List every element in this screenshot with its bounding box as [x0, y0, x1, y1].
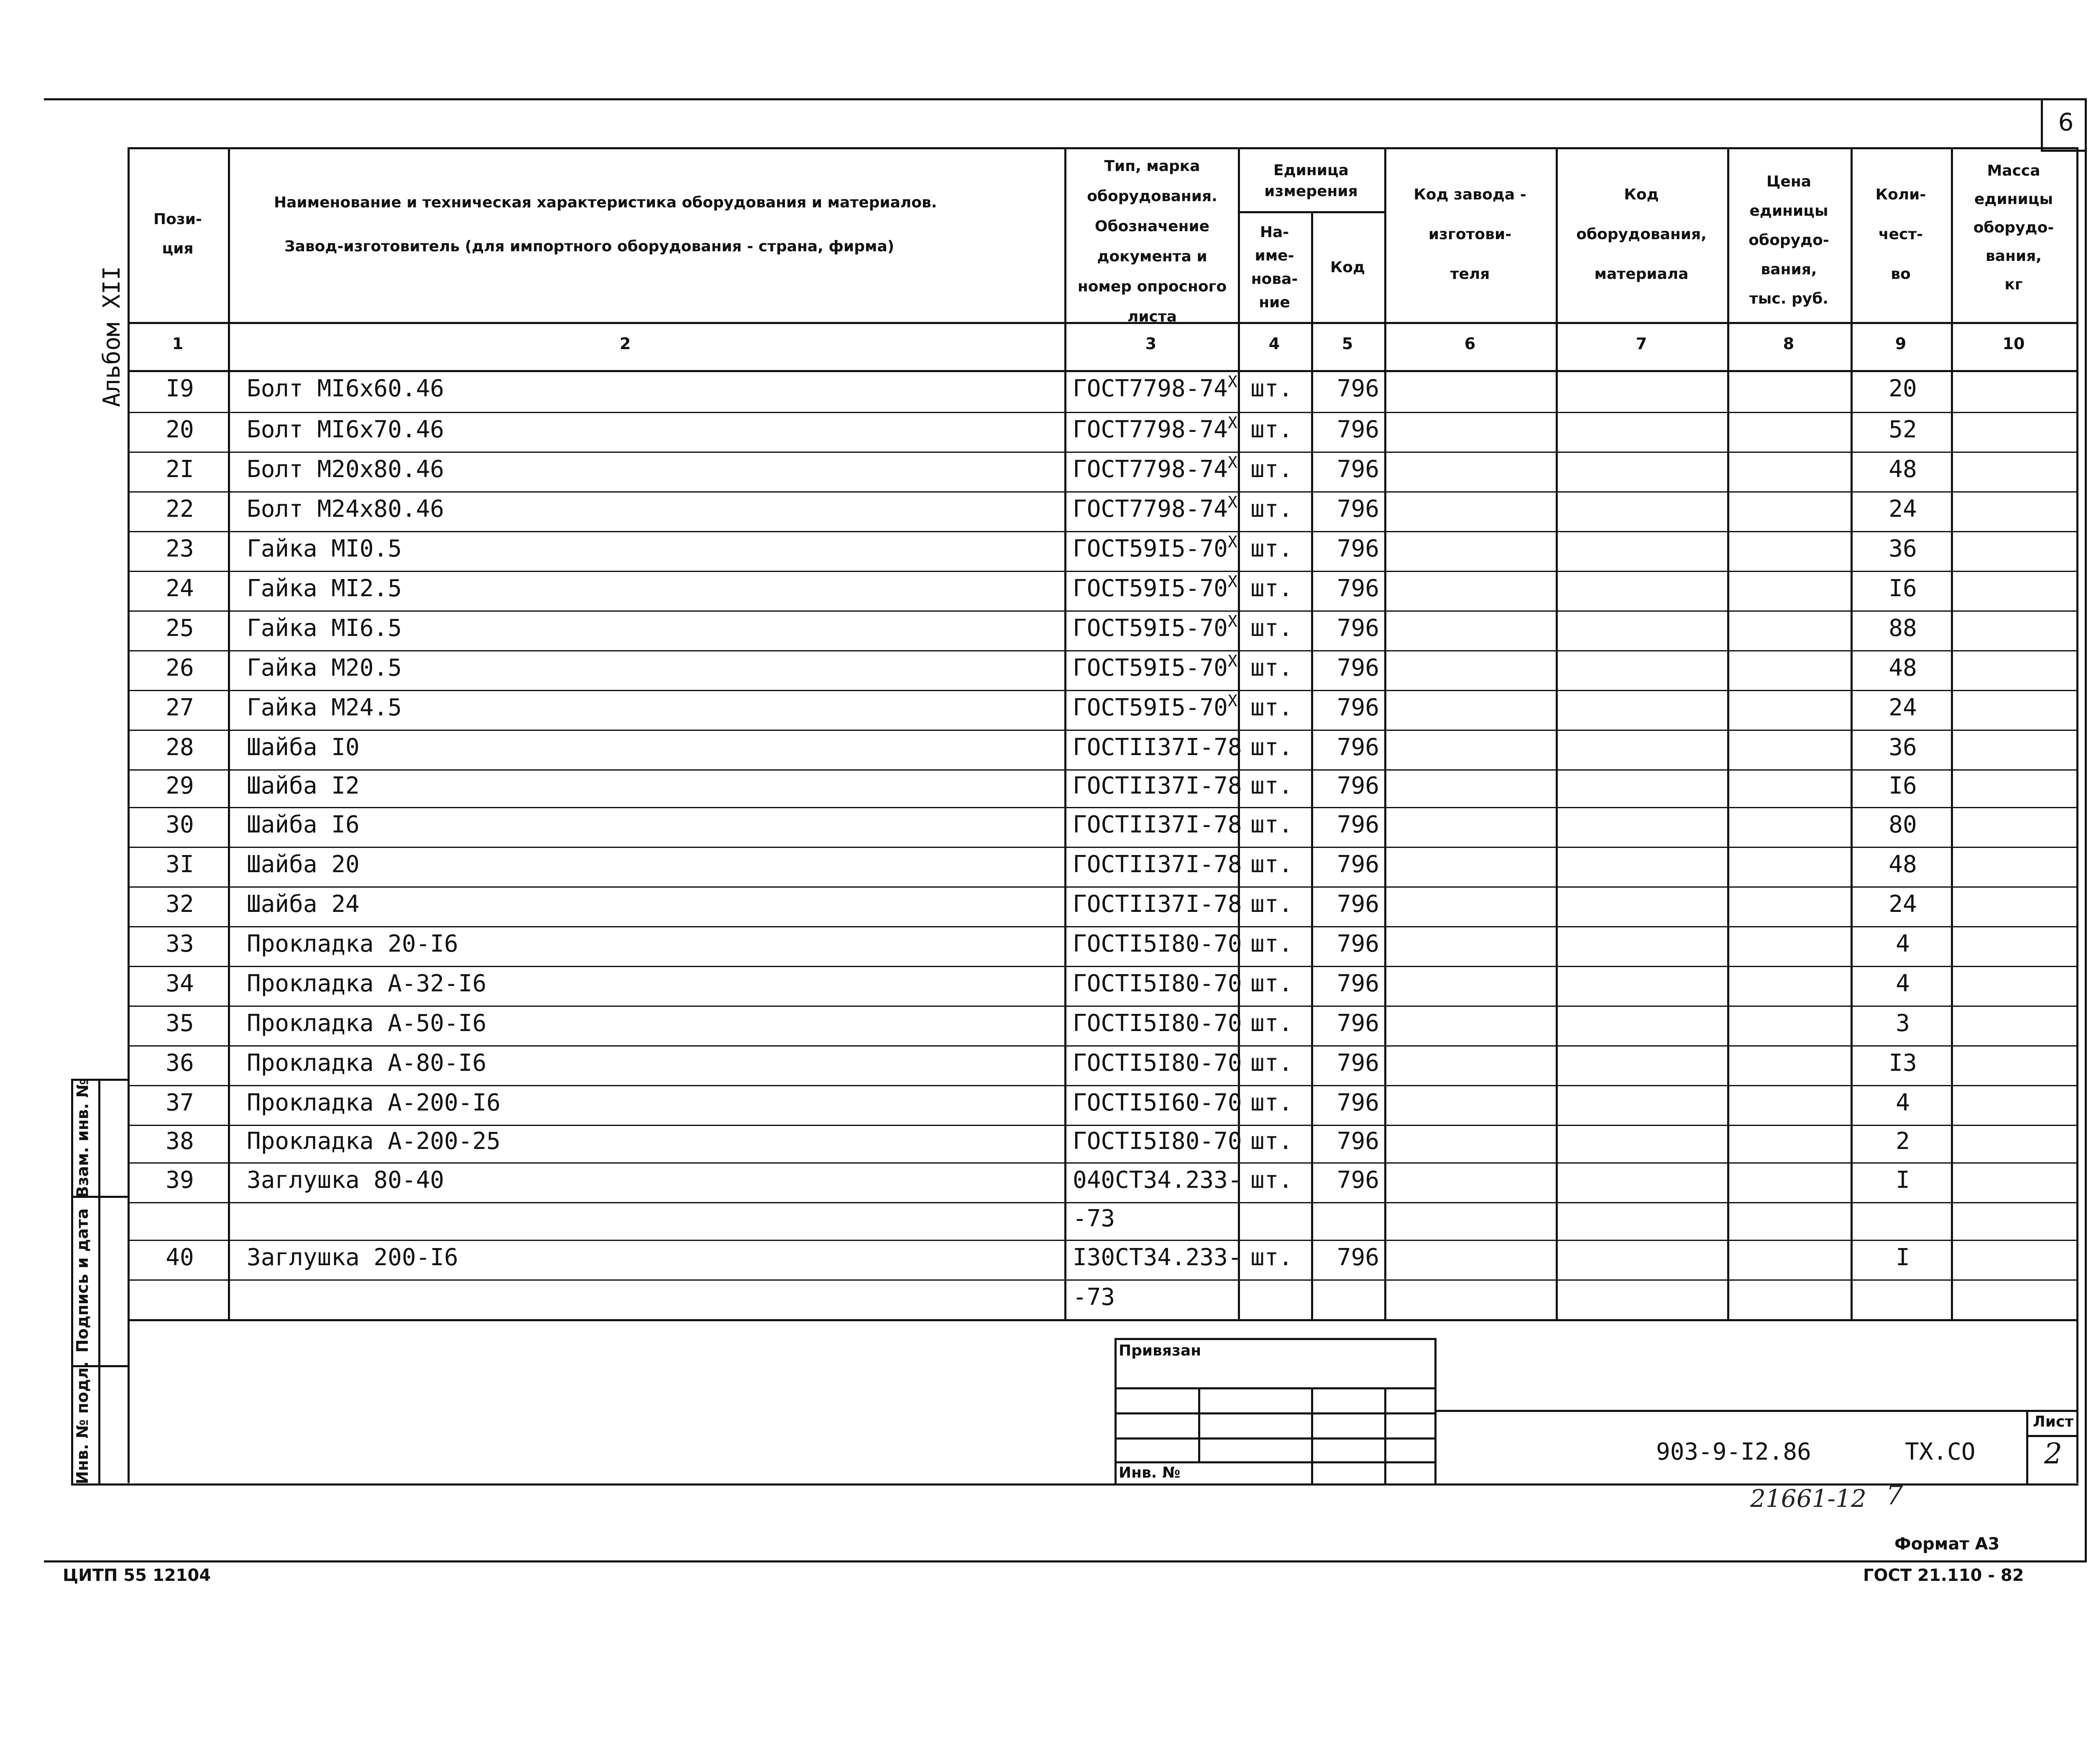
row-position: 35: [166, 1009, 194, 1037]
column-number-4: 4: [1268, 334, 1280, 353]
column-number-8: 8: [1783, 334, 1794, 353]
row-document-text: ГОСТI5I80-70: [1073, 970, 1242, 997]
row-quantity: I6: [1889, 772, 1917, 799]
row-unit: шт.: [1250, 890, 1293, 918]
row-position: 22: [166, 495, 194, 523]
row-unit-code: 796: [1337, 930, 1380, 957]
row-divider: [128, 966, 2078, 967]
row-document-text: ГОСТI5I80-70: [1073, 1128, 1242, 1155]
column-number-2: 2: [619, 334, 631, 353]
top-border-line: [44, 98, 2085, 100]
row-quantity: 2: [1896, 1128, 1910, 1155]
column-number-1: 1: [172, 334, 184, 353]
row-quantity: 48: [1889, 654, 1917, 682]
row-document: [1073, 772, 1242, 799]
row-document-text: ГОСТI5I80-70: [1073, 1009, 1242, 1037]
row-unit-code: 796: [1337, 495, 1380, 523]
row-item-name: Гайка M24.5: [247, 694, 402, 721]
row-document: [1073, 691, 1237, 721]
header-unit-name: На- име- нова- ние: [1251, 224, 1298, 311]
outer-frame-bottom: [44, 1560, 2087, 1562]
row-unit-code: 796: [1337, 416, 1380, 443]
header-name-line1: Наименование и техническая характеристика оборудования и материалов.: [274, 194, 937, 211]
header-unit-group: Единица измерения: [1264, 161, 1358, 200]
row-document-superscript: X: [1227, 612, 1237, 631]
title-sheet-divider: [2026, 1410, 2028, 1484]
row-position: 23: [166, 535, 194, 562]
row-item-name: Прокладка А-50-I6: [247, 1009, 487, 1037]
row-quantity: 24: [1889, 694, 1917, 721]
row-item-name: Прокладка А-32-I6: [247, 970, 487, 997]
row-quantity: 24: [1889, 495, 1917, 523]
row-document: [1073, 1049, 1242, 1077]
row-document: [1073, 651, 1237, 682]
header-unit-mass: Масса единицы оборудо- вания, кг: [1973, 162, 2054, 293]
row-quantity: I: [1896, 1243, 1910, 1271]
row-quantity: 4: [1896, 1089, 1910, 1116]
stamp-col-1: [1198, 1387, 1200, 1463]
row-item-name: Заглушка 200-I6: [247, 1243, 458, 1271]
row-divider: [128, 571, 2078, 572]
row-item-name: Шайба 24: [247, 890, 360, 918]
row-unit-code: 796: [1337, 1128, 1380, 1155]
row-unit-code: 796: [1337, 535, 1380, 562]
row-unit: шт.: [1250, 416, 1293, 443]
row-position: 40: [166, 1243, 194, 1271]
row-quantity: 36: [1889, 535, 1917, 562]
row-document-text: ГОСТ59I5-70: [1073, 694, 1228, 721]
row-unit: шт.: [1250, 535, 1293, 562]
row-divider: [128, 1240, 2078, 1241]
row-document: [1073, 413, 1237, 443]
row-document-text: ГОСТII37I-78: [1073, 733, 1242, 761]
row-position: 3I: [166, 850, 194, 878]
row-document-text: ГОСТ59I5-70: [1073, 654, 1228, 682]
row-position: 29: [166, 772, 194, 799]
row-divider: [128, 1006, 2078, 1007]
document-number: 903-9-I2.86: [1656, 1438, 1811, 1465]
colnum-bottom-line: [128, 370, 2078, 372]
sheet-number: 2: [2044, 1437, 2063, 1470]
row-unit-code: 796: [1337, 1089, 1380, 1116]
row-item-name: Гайка MI2.5: [247, 574, 402, 602]
archive-number: 21661-12: [1750, 1484, 1866, 1513]
row-document-text: ГОСТ59I5-70: [1073, 614, 1228, 642]
row-document: [1073, 1205, 1115, 1232]
page-number: 6: [2058, 108, 2074, 136]
row-position: I9: [166, 375, 194, 402]
row-unit: шт.: [1250, 1089, 1293, 1116]
row-document-text: ГОСТII37I-78: [1073, 811, 1242, 838]
row-quantity: I6: [1889, 574, 1917, 602]
header-type-doc: Тип, марка оборудования. Обозначение документа и номер опросного листа: [1077, 157, 1227, 325]
row-item-name: Гайка MI6.5: [247, 614, 402, 642]
row-document: [1073, 1167, 1242, 1194]
row-position: 37: [166, 1089, 194, 1116]
row-document: [1073, 970, 1242, 997]
row-item-name: Гайка MI0.5: [247, 535, 402, 562]
row-unit-code: 796: [1337, 970, 1380, 997]
archive-sheet: 7: [1886, 1480, 1903, 1511]
row-divider: [128, 531, 2078, 532]
row-document: [1073, 891, 1242, 918]
row-divider: [128, 452, 2078, 453]
row-unit-code: 796: [1337, 654, 1380, 682]
row-unit-code: 796: [1337, 375, 1380, 402]
row-document-superscript: X: [1227, 572, 1237, 591]
column-number-9: 9: [1895, 334, 1907, 353]
row-divider: [128, 690, 2078, 691]
row-unit-code: 796: [1337, 850, 1380, 878]
row-document: [1073, 1089, 1242, 1116]
stamp-row-2: [1115, 1412, 1437, 1414]
row-document-superscript: X: [1227, 691, 1237, 710]
row-unit-code: 796: [1337, 811, 1380, 838]
row-unit: шт.: [1250, 455, 1293, 483]
stamp-bound-label: Привязан: [1119, 1342, 1201, 1359]
row-item-name: Заглушка 80-40: [247, 1166, 445, 1194]
row-unit-code: 796: [1337, 1166, 1380, 1194]
page-number-box-bottom: [2041, 150, 2087, 152]
row-document-text: ГОСТII37I-78: [1073, 772, 1242, 799]
row-document-text: -73: [1073, 1283, 1115, 1311]
row-document: [1073, 1128, 1242, 1155]
row-item-name: Болт MI6x70.46: [247, 416, 445, 443]
row-document: [1073, 1244, 1242, 1271]
sheet-label: Лист: [2032, 1413, 2074, 1430]
row-item-name: Болт M24x80.46: [247, 495, 445, 523]
row-divider: [128, 491, 2078, 493]
row-divider: [128, 610, 2078, 612]
row-document-text: ГОСТ7798-74: [1073, 375, 1228, 402]
row-divider: [128, 926, 2078, 927]
row-quantity: 52: [1889, 416, 1917, 443]
row-divider: [128, 412, 2078, 413]
row-document-text: ГОСТII37I-78: [1073, 890, 1242, 918]
row-divider: [128, 730, 2078, 731]
row-position: 25: [166, 614, 194, 642]
row-quantity: 4: [1896, 930, 1910, 957]
row-unit: шт.: [1250, 1166, 1293, 1194]
title-top-line: [1434, 1410, 2078, 1412]
row-unit-code: 796: [1337, 1049, 1380, 1077]
row-unit: шт.: [1250, 733, 1293, 761]
row-unit-code: 796: [1337, 890, 1380, 918]
row-position: 20: [166, 416, 194, 443]
row-quantity: I3: [1889, 1049, 1917, 1077]
row-document: [1073, 375, 1237, 402]
column-number-7: 7: [1636, 334, 1647, 353]
stamp-top-line: [1115, 1338, 1437, 1340]
row-unit: шт.: [1250, 1049, 1293, 1077]
row-unit: шт.: [1250, 970, 1293, 997]
row-quantity: 48: [1889, 850, 1917, 878]
row-divider: [128, 1085, 2078, 1086]
row-quantity: 24: [1889, 890, 1917, 918]
header-unit-code: Код: [1330, 259, 1365, 276]
row-unit-code: 796: [1337, 772, 1380, 799]
footer-gost: ГОСТ 21.110 - 82: [1863, 1566, 2024, 1585]
row-item-name: Прокладка А-80-I6: [247, 1049, 487, 1077]
header-name-line2: Завод-изготовитель (для импортного оборудования - страна, фирма): [284, 238, 895, 255]
row-document: [1073, 453, 1237, 483]
row-document-superscript: X: [1227, 453, 1237, 472]
row-divider: [128, 1045, 2078, 1047]
row-divider: [128, 650, 2078, 651]
row-document-text: 040СТ34.233-: [1073, 1166, 1242, 1194]
row-item-name: Шайба I0: [247, 733, 360, 761]
row-item-name: Болт MI6x60.46: [247, 375, 445, 402]
row-document-superscript: X: [1227, 373, 1237, 391]
row-position: 27: [166, 694, 194, 721]
document-code: ТХ.СО: [1905, 1438, 1976, 1465]
row-quantity: 80: [1889, 811, 1917, 838]
row-item-name: Гайка M20.5: [247, 654, 402, 682]
album-label: Альбом XII: [98, 266, 125, 407]
row-document-superscript: X: [1227, 413, 1237, 432]
stamp-row-1: [1115, 1387, 1437, 1389]
stamp-row-3: [1115, 1437, 1437, 1440]
row-item-name: Шайба I2: [247, 772, 360, 799]
row-position: 28: [166, 733, 194, 761]
col-border-2: [1064, 147, 1066, 1320]
row-unit: шт.: [1250, 1009, 1293, 1037]
column-number-3: 3: [1145, 334, 1157, 353]
row-document: [1073, 572, 1237, 602]
margin-podpis-label: Подпись и дата: [73, 1208, 92, 1353]
row-unit-code: 796: [1337, 574, 1380, 602]
margin-inv-podl-label: Инв. № подл.: [73, 1361, 92, 1484]
row-unit: шт.: [1250, 654, 1293, 682]
row-position: 24: [166, 574, 194, 602]
col-border-10: [2076, 147, 2078, 1483]
row-unit: шт.: [1250, 694, 1293, 721]
row-document-superscript: X: [1227, 651, 1237, 670]
row-divider: [128, 847, 2078, 848]
row-unit: шт.: [1250, 772, 1293, 799]
row-quantity: 36: [1889, 733, 1917, 761]
row-quantity: 20: [1889, 375, 1917, 402]
row-document: [1073, 930, 1242, 957]
row-item-name: Шайба I6: [247, 811, 360, 838]
row-document-text: ГОСТI5I80-70: [1073, 1049, 1242, 1077]
header-unit-price: Цена единицы оборудо- вания, тыс. руб.: [1748, 173, 1829, 307]
row-quantity: 88: [1889, 614, 1917, 642]
row-position: 39: [166, 1166, 194, 1194]
row-unit: шт.: [1250, 614, 1293, 642]
table-body-bottom-line: [128, 1319, 2078, 1321]
row-unit: шт.: [1250, 850, 1293, 878]
row-document: [1073, 1284, 1115, 1311]
row-unit: шт.: [1250, 811, 1293, 838]
row-position: 33: [166, 930, 194, 957]
row-document-text: -73: [1073, 1205, 1115, 1232]
row-position: 26: [166, 654, 194, 682]
row-divider: [128, 1202, 2078, 1203]
margin-vzam-label: Взам. инв. №: [73, 1078, 92, 1198]
header-position: Пози- ция: [153, 211, 202, 257]
row-document: [1073, 495, 1237, 523]
row-position: 30: [166, 811, 194, 838]
row-document-text: ГОСТ7798-74: [1073, 495, 1228, 523]
stamp-inv-label: Инв. №: [1119, 1464, 1181, 1481]
header-factory-code: Код завода - изготови- теля: [1414, 186, 1526, 283]
row-document-superscript: X: [1227, 493, 1237, 511]
page-number-box-left: [2041, 98, 2043, 151]
row-document: [1073, 532, 1237, 562]
row-unit: шт.: [1250, 495, 1293, 523]
column-number-10: 10: [2002, 334, 2025, 353]
footer-left-code: ЦИТП 55 12104: [63, 1566, 211, 1585]
row-document-text: ГОСТ7798-74: [1073, 455, 1228, 483]
row-position: 32: [166, 890, 194, 918]
row-unit-code: 796: [1337, 455, 1380, 483]
row-document-text: ГОСТ59I5-70: [1073, 574, 1228, 602]
row-unit-code: 796: [1337, 1243, 1380, 1271]
row-quantity: I: [1896, 1166, 1910, 1194]
row-divider: [128, 807, 2078, 808]
row-divider: [128, 769, 2078, 771]
row-unit: шт.: [1250, 1128, 1293, 1155]
stamp-col-2: [1311, 1387, 1313, 1484]
outer-frame-right: [2085, 98, 2087, 1562]
row-position: 2I: [166, 455, 194, 483]
row-unit: шт.: [1250, 930, 1293, 957]
row-item-name: Прокладка А-200-I6: [247, 1089, 501, 1116]
row-document-text: ГОСТI5I80-70: [1073, 930, 1242, 957]
row-unit: шт.: [1250, 1243, 1293, 1271]
col-border-6: [1556, 147, 1558, 1320]
row-unit-code: 796: [1337, 694, 1380, 721]
row-position: 36: [166, 1049, 194, 1077]
row-document-text: ГОСТ7798-74: [1073, 416, 1228, 443]
row-document: [1073, 734, 1242, 761]
header-equipment-code: Код оборудования, материала: [1576, 186, 1707, 283]
row-divider: [128, 886, 2078, 888]
row-document-superscript: X: [1227, 532, 1237, 551]
row-document: [1073, 811, 1242, 838]
col-border-7: [1727, 147, 1729, 1320]
row-document-text: ГОСТI5I60-70: [1073, 1089, 1242, 1116]
row-item-name: Прокладка А-200-25: [247, 1128, 501, 1155]
row-item-name: Болт M20x80.46: [247, 455, 445, 483]
column-number-6: 6: [1464, 334, 1476, 353]
row-document: [1073, 851, 1242, 878]
table-top-line: [128, 147, 2078, 149]
row-unit-code: 796: [1337, 614, 1380, 642]
row-quantity: 3: [1896, 1009, 1910, 1037]
row-divider: [128, 1125, 2078, 1126]
row-item-name: Шайба 20: [247, 850, 360, 878]
row-document: [1073, 1010, 1242, 1037]
row-position: 38: [166, 1128, 194, 1155]
title-sheet-line: [2026, 1435, 2078, 1437]
header-quantity: Коли- чест- во: [1875, 186, 1926, 283]
stamp-col-3: [1384, 1387, 1386, 1484]
row-position: 34: [166, 970, 194, 997]
row-unit-code: 796: [1337, 1009, 1380, 1037]
row-unit-code: 796: [1337, 733, 1380, 761]
row-quantity: 48: [1889, 455, 1917, 483]
row-quantity: 4: [1896, 970, 1910, 997]
row-divider: [128, 1162, 2078, 1164]
row-document-text: ГОСТ59I5-70: [1073, 535, 1228, 562]
column-number-5: 5: [1342, 334, 1353, 353]
col-border-4: [1311, 211, 1313, 1319]
row-unit: шт.: [1250, 375, 1293, 402]
row-document-text: ГОСТII37I-78: [1073, 850, 1242, 878]
row-document-text: I30СТ34.233-: [1073, 1243, 1242, 1271]
row-document: [1073, 612, 1237, 642]
row-unit: шт.: [1250, 574, 1293, 602]
stamp-row-4: [1115, 1461, 1437, 1463]
row-item-name: Прокладка 20-I6: [247, 930, 458, 957]
margin-mid-line: [98, 1079, 100, 1484]
row-divider: [128, 1279, 2078, 1281]
footer-format: Формат А3: [1894, 1534, 2000, 1554]
